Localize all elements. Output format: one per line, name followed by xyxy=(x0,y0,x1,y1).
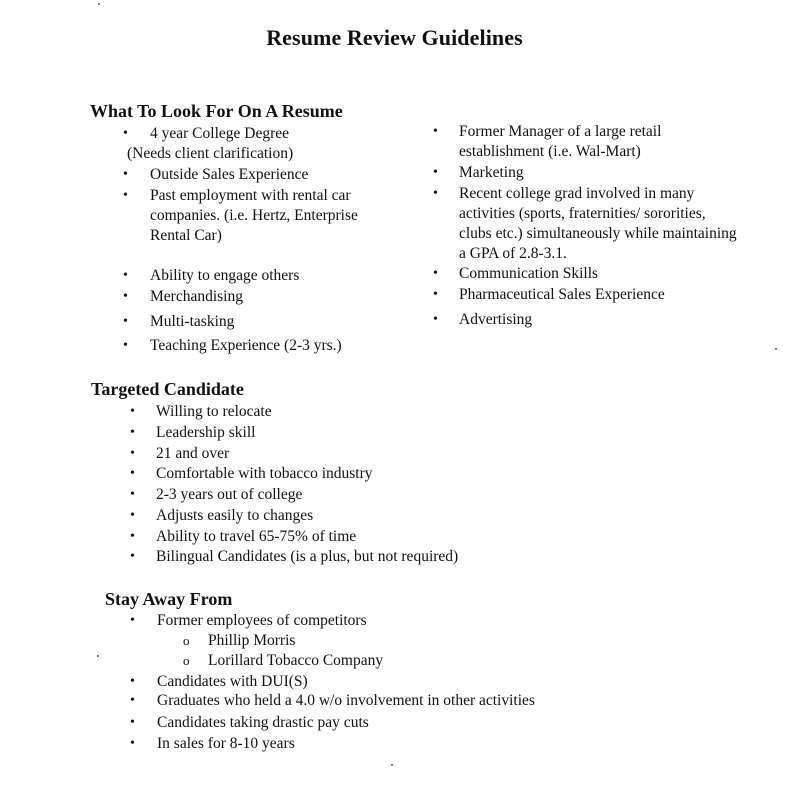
list-item: Comfortable with tobacco industry xyxy=(156,465,373,482)
list-item: Ability to travel 65-75% of time xyxy=(156,528,357,545)
bullet-icon: • xyxy=(130,466,135,481)
list-item: Candidates with DUI(S) xyxy=(157,673,308,690)
list-item: 4 year College Degree xyxy=(150,125,290,142)
sub-list-item: Lorillard Tobacco Company xyxy=(208,652,384,669)
bullet-icon: • xyxy=(433,266,438,281)
sub-bullet-circle-icon: o xyxy=(183,633,190,648)
bullet-icon: • xyxy=(433,312,438,327)
list-item: Adjusts easily to changes xyxy=(156,507,314,524)
bullet-icon: • xyxy=(130,715,135,730)
bullet-icon: • xyxy=(130,529,135,544)
list-item: Advertising xyxy=(459,311,533,328)
scan-speck xyxy=(391,764,393,766)
bullet-icon: • xyxy=(123,289,128,304)
bullet-icon: • xyxy=(130,404,135,419)
section-heading-look-for: What To Look For On A Resume xyxy=(90,101,343,121)
bullet-icon: • xyxy=(130,425,135,440)
list-item: In sales for 8-10 years xyxy=(157,735,295,752)
list-item: 2-3 years out of college xyxy=(156,486,303,503)
list-item: Marketing xyxy=(459,164,524,181)
scan-speck xyxy=(98,3,100,5)
bullet-icon: • xyxy=(123,126,128,141)
bullet-icon: • xyxy=(433,165,438,180)
list-item: Teaching Experience (2-3 yrs.) xyxy=(150,337,342,354)
bullet-icon: • xyxy=(130,549,135,564)
bullet-icon: • xyxy=(433,186,438,201)
bullet-icon: • xyxy=(433,287,438,302)
list-item: Recent college grad involved in many activities (sports, fraternities/ sororities, clubs etc.) simultaneously while maintaining a GPA of 2.8-3.1. xyxy=(459,185,737,262)
list-item: Candidates taking drastic pay cuts xyxy=(157,714,369,731)
list-item: 21 and over xyxy=(156,445,230,462)
bullet-icon: • xyxy=(123,188,128,203)
bullet-icon: • xyxy=(123,338,128,353)
section-heading-stay-away: Stay Away From xyxy=(105,589,233,609)
list-item: Willing to relocate xyxy=(156,403,272,420)
list-item: Past employment with rental car companies. (i.e. Hertz, Enterprise Rental Car) xyxy=(150,187,358,244)
list-item: Pharmaceutical Sales Experience xyxy=(459,286,665,303)
scan-speck xyxy=(775,348,777,350)
sub-bullet-circle-icon: o xyxy=(183,653,190,668)
list-item: Communication Skills xyxy=(459,265,599,282)
bullet-icon: • xyxy=(130,487,135,502)
list-item: Graduates who held a 4.0 w/o involvement in other activities xyxy=(157,692,535,709)
bullet-icon: • xyxy=(433,124,438,139)
scan-speck xyxy=(97,655,99,657)
list-item-note: (Needs client clarification) xyxy=(127,145,294,162)
bullet-icon: • xyxy=(130,446,135,461)
bullet-icon: • xyxy=(130,736,135,751)
bullet-icon: • xyxy=(130,613,135,628)
page-title: Resume Review Guidelines xyxy=(266,25,523,50)
list-item: Former Manager of a large retail establishment (i.e. Wal-Mart) xyxy=(459,123,662,160)
list-item: Merchandising xyxy=(150,288,243,305)
sub-list-item: Phillip Morris xyxy=(208,632,296,649)
bullet-icon: • xyxy=(123,167,128,182)
list-item: Multi-tasking xyxy=(150,313,235,330)
bullet-icon: • xyxy=(123,314,128,329)
list-item: Bilingual Candidates (is a plus, but not required) xyxy=(156,548,459,565)
section-heading-targeted: Targeted Candidate xyxy=(91,379,244,399)
list-item: Ability to engage others xyxy=(150,267,300,284)
bullet-icon: • xyxy=(123,268,128,283)
list-item: Outside Sales Experience xyxy=(150,166,309,183)
bullet-icon: • xyxy=(130,508,135,523)
bullet-icon: • xyxy=(130,693,135,708)
bullet-icon: • xyxy=(130,674,135,689)
list-item: Former employees of competitors xyxy=(157,612,367,629)
list-item: Leadership skill xyxy=(156,424,256,441)
